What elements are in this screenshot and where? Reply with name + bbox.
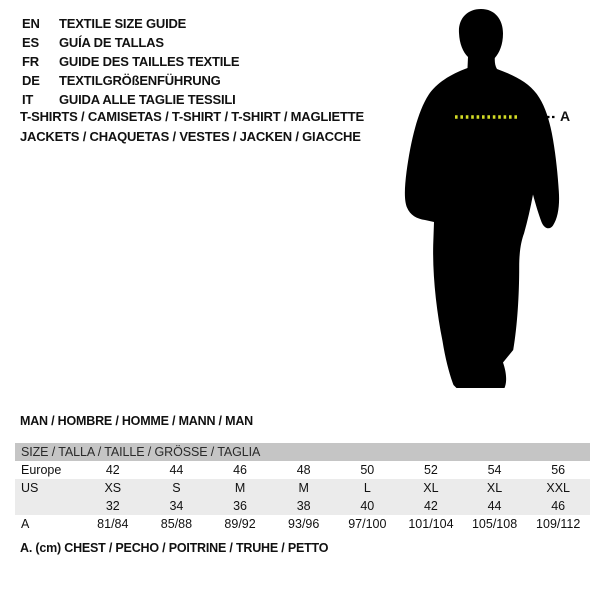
size-table-cell: 42 bbox=[105, 463, 120, 477]
size-table-cell: 46 bbox=[551, 499, 566, 513]
size-table-cell: 54 bbox=[487, 463, 502, 477]
language-title: GUIDA ALLE TAGLIE TESSILI bbox=[59, 92, 236, 107]
size-table-body bbox=[15, 461, 590, 533]
garment-categories bbox=[20, 107, 364, 146]
man-silhouette-svg bbox=[400, 0, 600, 400]
size-table-cell: M bbox=[234, 481, 246, 495]
language-code: DE bbox=[22, 73, 40, 88]
chest-footnote: A. (cm) CHEST / PECHO / POITRINE / TRUHE / PETTO bbox=[20, 541, 329, 555]
size-table-cell: 101/104 bbox=[408, 517, 454, 531]
language-title: GUIDE DES TAILLES TEXTILE bbox=[59, 54, 240, 69]
size-table-row-label bbox=[15, 497, 81, 515]
size-table-row bbox=[15, 497, 590, 515]
language-row bbox=[22, 14, 239, 33]
size-table-cell: 105/108 bbox=[471, 517, 518, 531]
size-table-row-label: Europe bbox=[21, 463, 62, 477]
size-table-cell: 50 bbox=[360, 463, 375, 477]
size-table-cell: 32 bbox=[105, 499, 120, 513]
language-row bbox=[22, 33, 239, 52]
language-title: TEXTILE SIZE GUIDE bbox=[59, 16, 187, 31]
language-title: TEXTILGRÖßENFÜHRUNG bbox=[59, 73, 221, 88]
language-title: GUÍA DE TALLAS bbox=[59, 35, 164, 50]
size-table-cell: 81/84 bbox=[97, 517, 129, 531]
size-table-cell: 44 bbox=[169, 463, 184, 477]
language-code: FR bbox=[22, 54, 39, 69]
language-row bbox=[22, 71, 239, 90]
size-table-cell: 97/100 bbox=[348, 517, 387, 531]
size-table-cell: 38 bbox=[296, 499, 311, 513]
category-line-jackets: JACKETS / CHAQUETAS / VESTES / JACKEN / GIACCHE bbox=[20, 128, 361, 144]
size-table-cell: 85/88 bbox=[160, 517, 193, 531]
man-silhouette-shape bbox=[405, 9, 559, 388]
measure-label-a: A bbox=[560, 108, 571, 124]
size-table-cell: M bbox=[298, 481, 309, 495]
size-table-cell: 52 bbox=[423, 463, 438, 477]
size-table-cell: XXL bbox=[546, 481, 570, 495]
size-table-row bbox=[15, 515, 590, 533]
size-table-cell: 44 bbox=[487, 499, 502, 513]
size-table-cell: 40 bbox=[360, 499, 375, 513]
size-table-row bbox=[15, 479, 590, 497]
size-table-cell: 56 bbox=[551, 463, 566, 477]
size-table bbox=[15, 443, 590, 533]
size-table-cell: 93/96 bbox=[288, 517, 320, 531]
language-code: ES bbox=[22, 35, 39, 50]
size-table-cell: 89/92 bbox=[224, 517, 256, 531]
size-table-cell: 46 bbox=[233, 463, 248, 477]
language-code: IT bbox=[22, 92, 34, 107]
size-table-cell: 109/112 bbox=[536, 517, 581, 531]
language-row bbox=[22, 52, 239, 71]
size-table-cell: L bbox=[363, 481, 371, 495]
language-code: EN bbox=[22, 16, 40, 31]
size-table-header: SIZE / TALLA / TAILLE / GRÖSSE / TAGLIA bbox=[15, 443, 590, 461]
section-title-man: MAN / HOMBRE / HOMME / MANN / MAN bbox=[20, 414, 253, 428]
size-table-cell: XL bbox=[423, 481, 439, 495]
language-title-list bbox=[22, 14, 239, 109]
category-line-tshirts: T-SHIRTS / CAMISETAS / T-SHIRT / T-SHIRT / MAGLIETTE bbox=[20, 109, 364, 124]
man-silhouette-figure bbox=[400, 0, 600, 400]
size-table-cell: 36 bbox=[233, 499, 248, 513]
size-table-row-label: A bbox=[21, 517, 30, 531]
size-table-row bbox=[15, 461, 590, 479]
size-table-cell: S bbox=[172, 481, 181, 495]
size-table-cell: 34 bbox=[169, 499, 184, 513]
size-table-row-label: US bbox=[21, 481, 39, 495]
size-table-cell: XL bbox=[486, 481, 503, 495]
size-table-cell: 42 bbox=[423, 499, 438, 513]
size-table-cell: XS bbox=[104, 481, 122, 495]
size-table-cell: 48 bbox=[296, 463, 311, 477]
